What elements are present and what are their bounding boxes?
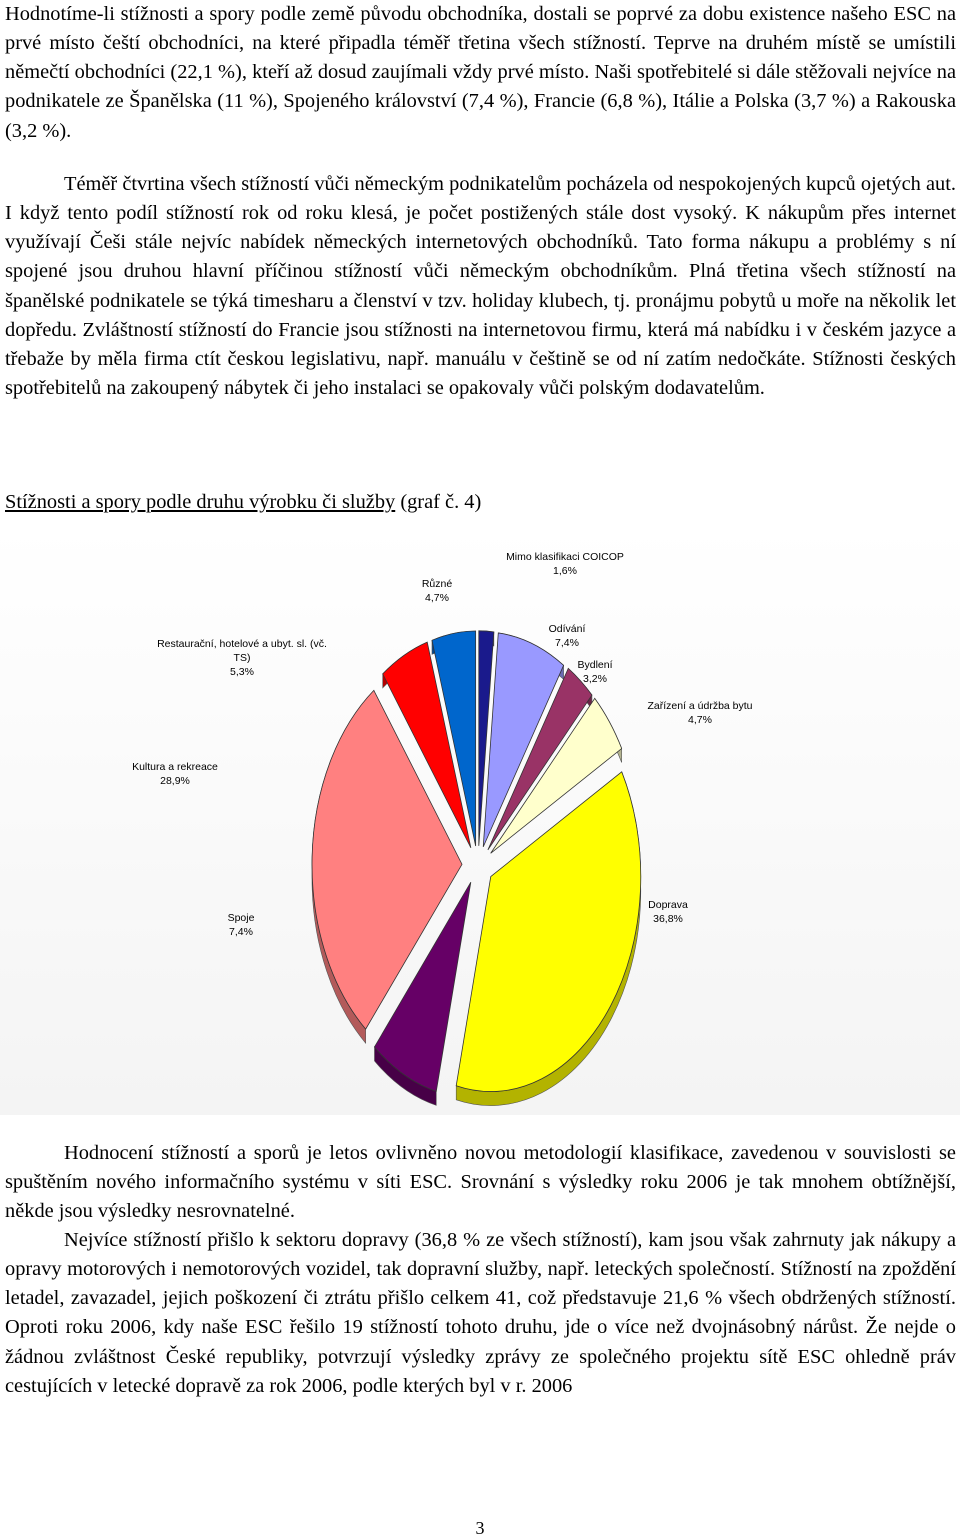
pie-slice-value: 36,8% [653,913,683,925]
paragraph-3: Hodnocení stížností a sporů je letos ovlivněno novou metodologií klasifikace, zavedenou v souvislosti se spuštěním nového informačního systému v síti ESC. Srovnání s výsledky roku 2006 je tak mnohem obtížnější, někde jsou výsledky nesrovnatelné. [5,1142,956,1223]
pie-slice-name: Zařízení a údržba bytu [647,700,753,712]
pie-slice-value: 7,4% [229,926,253,938]
pie-slice-value: 28,9% [160,775,190,787]
pie-slice-name: Bydlení [577,659,613,671]
pie-slice-value: 7,4% [555,637,579,649]
section-heading-rest: (graf č. 4) [395,491,482,513]
pie-slice-name: Kultura a rekreace [132,761,218,773]
page-number: 3 [475,1518,485,1538]
section-heading [5,487,481,517]
pie-slice-value: 1,6% [553,565,577,577]
pie-slice-name: Spoje [227,912,255,924]
pie-slice-name: Doprava [648,899,688,911]
pie-slice-name: Odívání [548,623,586,635]
pie-chart-svg [0,525,960,1115]
pie-slice-value: 3,2% [583,673,607,685]
pie-slice-name: Restaurační, hotelové a ubyt. sl. (vč. [157,638,327,650]
paragraph-2: Téměř čtvrtina všech stížností vůči německým podnikatelům pocházela od nespokojených kupců ojetých aut. I když tento podíl stížností rok od roku klesá, je počet postižených stále dost vysoký. K nákupům přes internet využívají Češi stále nejvíc nabídek německých internetových obchodníků. Tato forma nákupu a problémy s ní spojené jsou druhou hlavní příčinou stížností vůči německým obchodníkům. Plná třetina všech stížností na španělské podnikatele se týká timesharu a členství v tzv. holiday klubech, tj. pronájmu pobytů u moře na několik let dopředu. Zvláštností stížností do Francie jsou stížnosti na internetovou firmu, která má nabídku i v českém jazyce a třebaže by měla firma ctít českou legislativu, např. manuálu v češtině se od ní zatím nedočkáte. Stížnosti českých spotřebitelů na zakoupený nábytek či jeho instalaci se opakovaly vůči polským dodavatelům. [5,173,956,400]
pie-slice-value: 4,7% [688,714,712,726]
paragraph-1: Hodnotíme-li stížnosti a spory podle země původu obchodníka, dostali se poprvé za dobu existence našeho ESC na prvé místo čeští obchodníci, na které připadla téměř třetina všech stížností. Teprve na druhém místě se umístili němečtí obchodníci (22,1 %), kteří až dosud zaujímali vždy prvé místo. Naši spotřebitelé si dále stěžovali nejvíce na podnikatele ze Španělska (11 %), Spojeného království (7,4 %), Francie (6,8 %), Itálie a Polska (3,7 %) a Rakouska (3,2 %). [5,3,956,142]
pie-slice-name: Různé [421,578,453,590]
pie-chart [0,525,960,1115]
pie-slice-name: TS) [233,652,251,664]
pie-slice-value: 4,7% [425,592,449,604]
pie-slice-name: Mimo klasifikaci COICOP [506,551,624,563]
pie-slice-value: 5,3% [230,666,254,678]
paragraph-4: Nejvíce stížností přišlo k sektoru dopravy (36,8 % ze všech stížností), kam jsou však zahrnuty jak nákupy a opravy motorových i nemotorových vozidel, tak dopravní služby, např. leteckých společností. Stížností na zpoždění letadel, zavazadel, jejich poškození či ztrátu přišlo celkem 41, což představuje 21,6 % všech obdržených stížností. Oproti roku 2006, kdy naše ESC řešilo 19 stížností tohoto druhu, jde o více než dvojnásobný nárůst. Že nejde o žádnou zvláštnost České republiky, potvrzují výsledky zprávy ze společného projektu sítě ESC ohledně práv cestujících v letecké dopravě za rok 2006, podle kterých byl v r. 2006 [5,1229,956,1397]
section-heading-underlined: Stížnosti a spory podle druhu výrobku či služby [5,491,396,513]
